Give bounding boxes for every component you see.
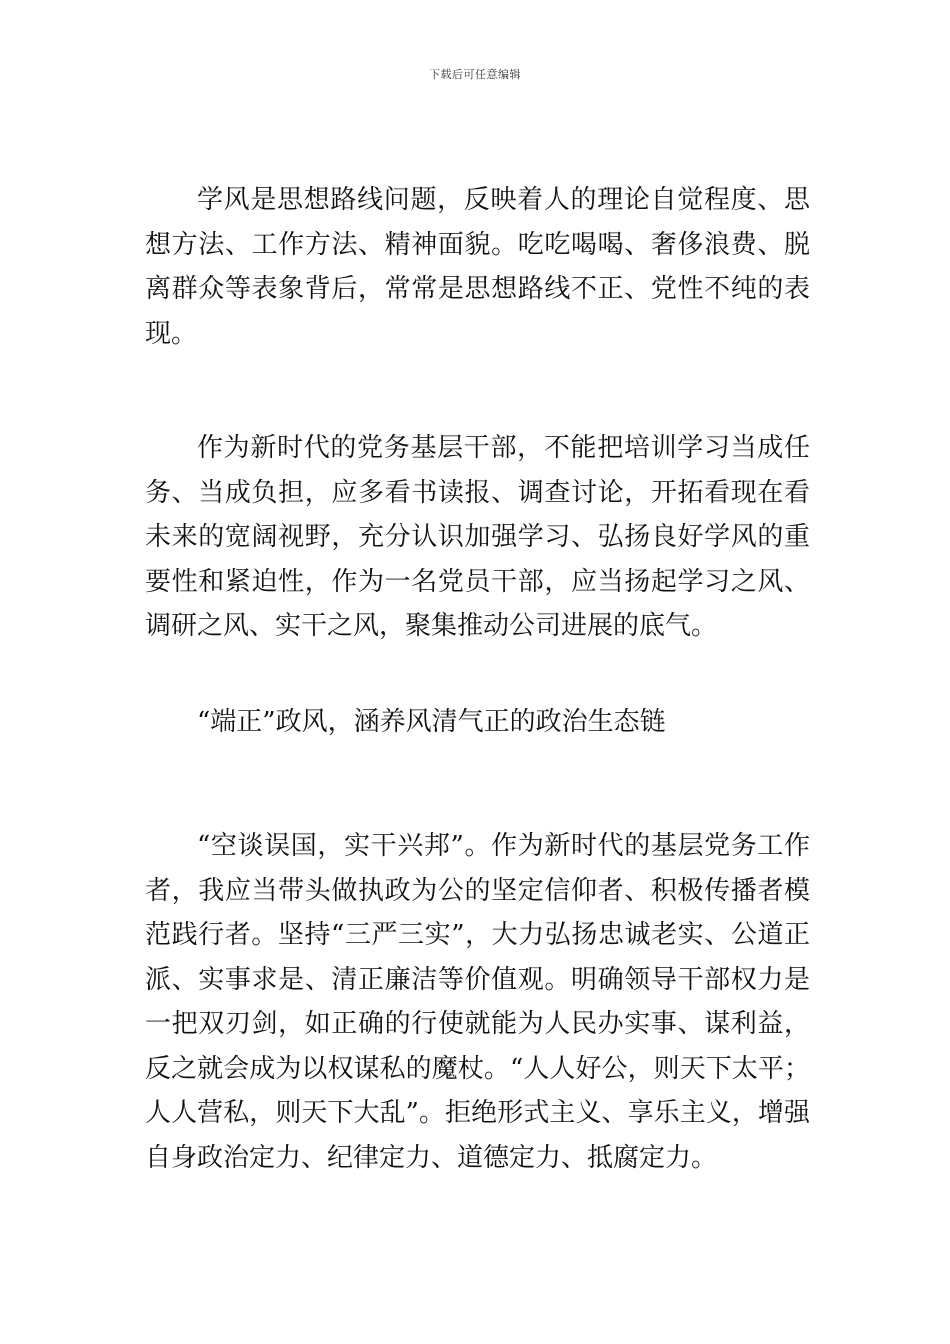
page-header-note: 下载后可任意编辑: [429, 68, 521, 81]
section-heading-political-style: “端正”政风，涵养风清气正的政治生态链: [197, 707, 666, 737]
paragraph-study-style: 学风是思想路线问题，反映着人的理论自觉程度、思想方法、工作方法、精神面貌。吃吃喝喝、奢侈浪费、脱离群众等表象背后，常常是思想路线不正、党性不纯的表现。: [145, 185, 810, 349]
paragraph-grassroots-cadre: 作为新时代的党务基层干部，不能把培训学习当成任务、当成负担，应多看书读报、调查讨论，开拓看现在看未来的宽阔视野，充分认识加强学习、弘扬良好学风的重要性和紧迫性，作为一名党员干部，应当扬起学习之风、调研之风、实干之风，聚集推动公司进展的底气。: [145, 433, 810, 641]
paragraph-empty-talk: “空谈误国，实干兴邦”。作为新时代的基层党务工作者，我应当带头做执政为公的坚定信仰者、积极传播者模范践行者。坚持“三严三实”，大力弘扬忠诚老实、公道正派、实事求是、清正廉洁等价值观。明确领导干部权力是一把双刃剑，如正确的行使就能为人民办实事、谋利益，反之就会成为以权谋私的魔杖。“人人好公，则天下太平；人人营私，则天下大乱”。拒绝形式主义、享乐主义，增强自身政治定力、纪律定力、道德定力、抵腐定力。: [145, 831, 810, 1173]
